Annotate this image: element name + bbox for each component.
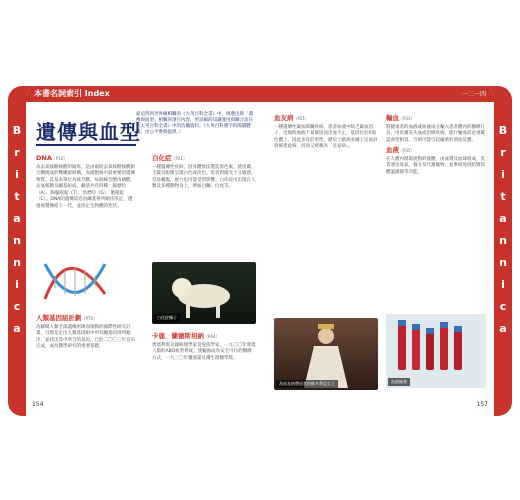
- entry-head: 血液（P35）: [386, 146, 415, 154]
- queen-victoria-image: [274, 318, 378, 390]
- spine-letter: c: [499, 300, 507, 313]
- entry-head: 人類基因組計劃（P70）: [36, 314, 98, 322]
- entry-head: DNA（P16）: [36, 154, 68, 162]
- entry-body: 為去氧核糖核酸的縮寫，是由兩股去氧核糖核酸相互纏繞成的雙螺旋結構，為細胞核中最重要的遺傳物質。其基本單位為核苷酸，每個核苷酸由磷酸、去氧核糖及鹼基組成，鹼基共有四種：腺嘌呤（A）、胸腺嘧啶（T）、鳥嘌呤（G）、胞嘧啶（C）。DNA的遺傳訊息由鹼基排列順序決定，透過複製傳給下一代，並決定生物體的性狀。: [36, 164, 135, 209]
- intro-text: 從這得到世界級相關的《大英百科全書》中，挑選出與「遺傳與血型」相關的項目內容，更詳細的知識運用與聯合訪在《大英百科全書》中的浩瀚資料。（大英百科選字的閱讀體驗，由公平參與提供。）: [136, 112, 253, 135]
- spine-letter: B: [498, 124, 508, 137]
- entry-head: 白化症（P21）: [152, 154, 188, 162]
- left-column-2: [152, 152, 256, 191]
- spine-letter: t: [500, 190, 506, 203]
- spine-letter: a: [499, 212, 507, 225]
- queen-caption: 為血友病帶因者的維多利亞女王: [276, 380, 338, 388]
- spine-letter: a: [13, 322, 21, 335]
- entry-body: 在人體內循環流動的液體，由血漿及血球組成，負責運送氧氣、養分及代謝廢物，並參與免疫防禦與體溫調節等功能。: [386, 156, 485, 175]
- left-page: [26, 86, 266, 416]
- spine-letter: n: [13, 234, 21, 247]
- spine-letter: a: [499, 322, 507, 335]
- spine-letter: a: [13, 212, 21, 225]
- entry-body: 一種遺傳性凝血障礙疾病，患者血液中缺乏凝血因子，受傷時血液不易凝固而出血不止。基因位於X染色體上，因此多見於男性。歷史上歐洲多國王室成員曾罹患此病，因而又被稱為「皇家病」。: [274, 124, 378, 149]
- left-column-1b: [36, 312, 136, 351]
- dna-helix-image: [40, 254, 110, 306]
- book-spread: [8, 86, 512, 416]
- spine-letter: n: [13, 256, 21, 269]
- entry-body: 為解開人類全部遺傳密碼而推動的國際性研究計畫，目標是定出人類基因組中所有鹼基的排列順序，並找出其中所含的基因，已於二〇〇三年宣布完成，成為醫學研究的重要基礎。: [36, 324, 135, 349]
- entry-body: 一種遺傳性疾病，因身體無法製造黑色素，使皮膚、毛髮及眼睛呈現白色或淡色。患者對陽光十分敏感，容易曬傷，視力也可能受到影響。白化症可出現在人類及多種動物身上，例如白獅、白虎等。: [152, 164, 256, 189]
- entry-body: 奧地利裔美國病理學家及免疫學家，一九〇〇年發現人類的ABO血型系統，使輸血成為安全可行的醫療方式，一九三〇年獲頒諾貝爾生理醫學獎。: [152, 342, 256, 361]
- spine-letter: i: [15, 168, 19, 181]
- page-title: 遺傳與血型: [36, 120, 141, 144]
- left-column-1: [36, 152, 136, 210]
- spine-letter: i: [501, 278, 505, 291]
- left-page-number: 154: [32, 401, 44, 408]
- right-page-number: 157: [476, 401, 488, 408]
- white-lion-image: [152, 262, 256, 324]
- tubes-caption: 血液檢查: [388, 378, 410, 386]
- entry-body: 將健康者的血液或血液成分輸入患者體內的醫療行為，用於補充失血或治療疾病。進行輸血前必須確認血型相容，否則可能引起嚴重的溶血反應。: [386, 124, 485, 143]
- right-spine-brand: [494, 124, 512, 335]
- entry-head: 輸血（P33）: [386, 114, 415, 122]
- right-column-2: [386, 112, 486, 176]
- spine-letter: B: [12, 124, 22, 137]
- entry-head: 血友病（P21）: [274, 114, 310, 122]
- left-column-2b: [152, 330, 256, 362]
- spine-letter: c: [13, 300, 21, 313]
- spine-letter: n: [499, 256, 507, 269]
- spine-letter: r: [500, 146, 506, 159]
- lion-caption: 白化症獅子: [154, 314, 180, 322]
- spine-letter: t: [14, 190, 20, 203]
- spine-letter: i: [501, 168, 505, 181]
- blood-tubes-image: [386, 314, 486, 388]
- header-bar: [26, 86, 266, 102]
- spine-letter: n: [499, 234, 507, 247]
- title-underline: [36, 144, 136, 146]
- spine-letter: r: [14, 146, 20, 159]
- header-bar-right: [266, 86, 494, 102]
- entry-head: 卡鹿．蘭德斯坦納（P44）: [152, 332, 220, 340]
- spine-letter: i: [15, 278, 19, 291]
- index-label: 本書名詞索引 Index: [34, 89, 110, 98]
- left-spine-brand: [8, 124, 26, 335]
- right-page: [266, 86, 494, 416]
- right-column-1: [274, 112, 378, 151]
- right-tag: 一二一四: [461, 91, 486, 98]
